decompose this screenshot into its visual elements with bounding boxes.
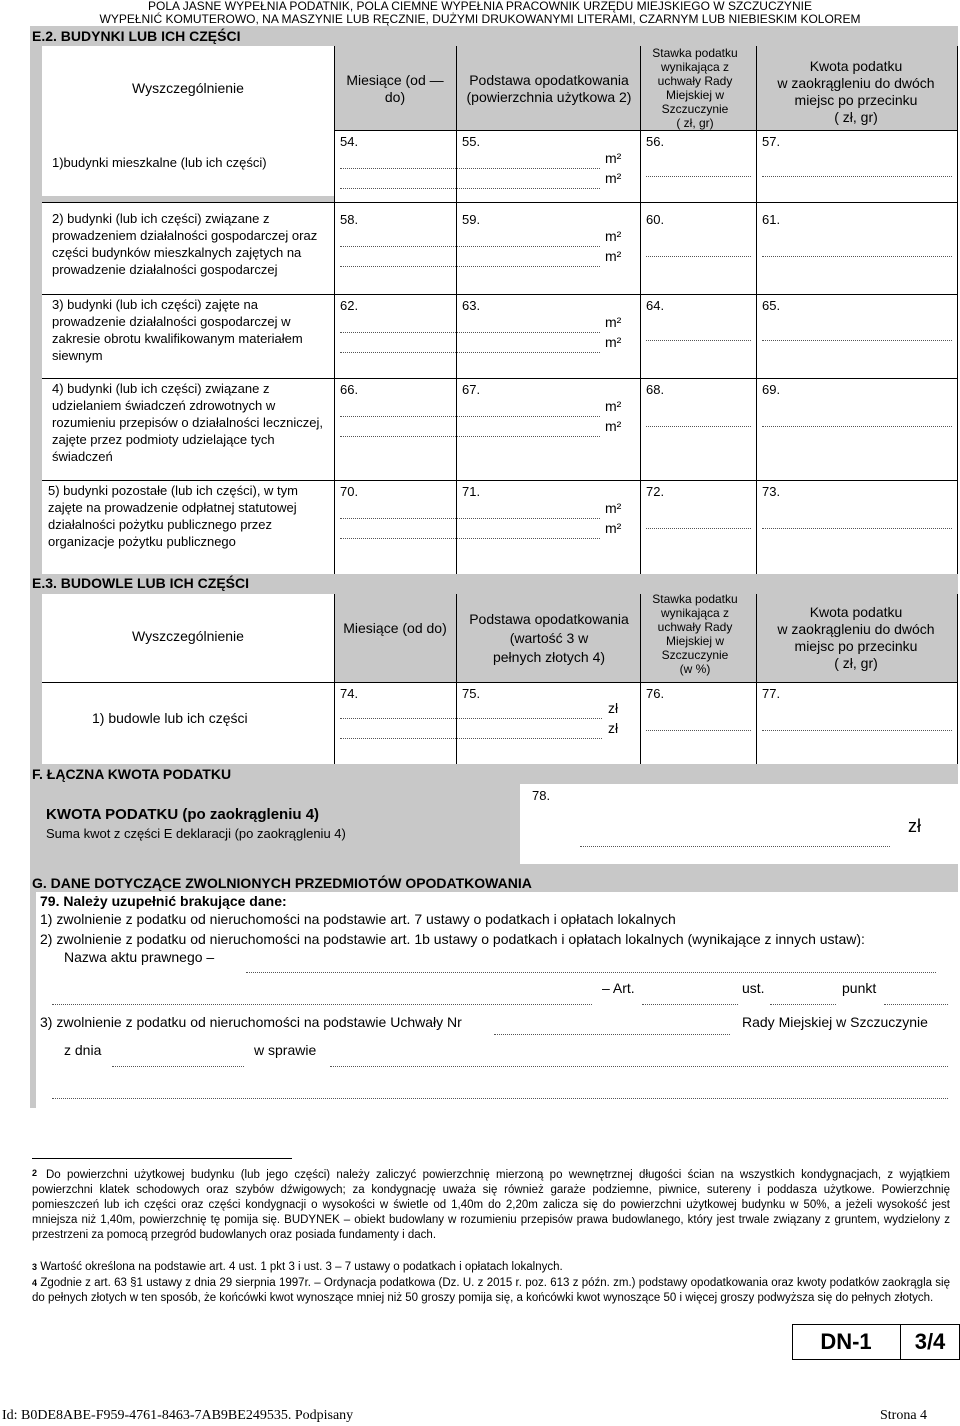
- unit-m2: m²: [605, 418, 622, 434]
- field-61-num: 61.: [762, 212, 781, 227]
- field-70-71-input[interactable]: [340, 538, 600, 539]
- field-58-59-input[interactable]: [340, 246, 600, 247]
- field-64-num: 64.: [646, 298, 665, 313]
- g-item-3: 3) zwolnienie z podatku od nieruchomości na podstawie Uchwały Nr: [40, 1014, 462, 1030]
- g-punkt-label: punkt: [842, 980, 877, 996]
- field-54-55-input[interactable]: [340, 188, 600, 189]
- field-57-input[interactable]: [762, 176, 952, 177]
- g-ust-input[interactable]: [770, 1004, 836, 1005]
- header-line-2: WYPEŁNIĆ KOMUTEROWO, NA MASZYNIE LUB RĘCZNIE, DUŻYMI DRUKOWANYMI LITERAMI, CZARNYM LUB NIEBIESKIM KOLOREM: [99, 12, 861, 26]
- e3-title: E.3. BUDOWLE LUB ICH CZĘŚCI: [32, 575, 250, 591]
- field-60-num: 60.: [646, 212, 665, 227]
- field-55-num: 55.: [462, 134, 481, 149]
- field-69-input[interactable]: [762, 426, 952, 427]
- field-60-input[interactable]: [646, 256, 751, 257]
- g-item-1: 1) zwolnienie z podatku od nieruchomości na podstawie art. 7 ustawy o podatkach i opłatach lokalnych: [40, 911, 676, 927]
- e2-row5-label: 5) budynki pozostałe (lub ich części), w tym zajęte na prowadzenie odpłatnej statutowej działalności pożytku publicznego przez organizacje pożytku publicznego: [48, 483, 298, 549]
- field-62-num: 62.: [340, 298, 359, 313]
- field-70-71-input[interactable]: [340, 518, 600, 519]
- field-66-num: 66.: [340, 382, 359, 397]
- page-number: 3/4: [914, 1329, 946, 1354]
- f-field-78-bg: [520, 784, 958, 864]
- g-w-sprawie-label: w sprawie: [254, 1042, 317, 1058]
- field-69-num: 69.: [762, 382, 781, 397]
- field-77-input[interactable]: [762, 730, 952, 731]
- field-74-75-input[interactable]: [340, 738, 602, 739]
- g-date-input[interactable]: [112, 1066, 244, 1067]
- e2-row4-label: 4) budynki (lub ich części) związane z udzielaniem świadczeń zdrowotnych w rozumieniu przepisów o działalności leczniczej, zajęte przez podmioty udzielające tych świadczeń: [52, 381, 323, 464]
- unit-m2: m²: [605, 170, 622, 186]
- g-act-input-2[interactable]: [52, 1004, 592, 1005]
- unit-zl: zł: [908, 816, 921, 836]
- g-art-input[interactable]: [642, 1004, 738, 1005]
- g-title: G. DANE DOTYCZĄCE ZWOLNIONYCH PRZEDMIOTÓW OPODATKOWANIA: [32, 875, 532, 891]
- field-63-num: 63.: [462, 298, 481, 313]
- unit-m2: m²: [605, 398, 622, 414]
- unit-m2: m²: [605, 314, 622, 330]
- field-64-input[interactable]: [646, 340, 751, 341]
- unit-m2: m²: [605, 248, 622, 264]
- field-66-67-input[interactable]: [340, 436, 600, 437]
- field-58-num: 58.: [340, 212, 359, 227]
- unit-zl: zł: [608, 700, 619, 716]
- unit-m2: m²: [605, 150, 622, 166]
- e2-col-base: Podstawa opodatkowania (powierzchnia użytkowa 2): [466, 72, 632, 105]
- field-78-num: 78.: [532, 788, 551, 803]
- footer-page: Strona 4: [880, 1408, 928, 1423]
- g-act-input[interactable]: [246, 972, 936, 973]
- field-57-num: 57.: [762, 134, 781, 149]
- e3-col-tax: Kwota podatku w zaokrągleniu do dwóch miejsc po przecinku ( zł, gr): [777, 604, 935, 671]
- g-art-label: – Art.: [602, 980, 635, 996]
- field-58-59-input[interactable]: [340, 266, 600, 267]
- field-65-input[interactable]: [762, 340, 952, 341]
- unit-zl: zł: [608, 720, 619, 736]
- e2-row1-label: 1)budynki mieszkalne (lub ich części): [52, 155, 267, 170]
- field-65-num: 65.: [762, 298, 781, 313]
- e2-col-tax: Kwota podatku w zaokrągleniu do dwóch miejsc po przecinku ( zł, gr): [777, 58, 935, 125]
- field-62-63-input[interactable]: [340, 352, 600, 353]
- field-67-num: 67.: [462, 382, 481, 397]
- g-rada-label: Rady Miejskiej w Szczuczynie: [742, 1014, 928, 1030]
- e2-spec-cell: [42, 46, 334, 196]
- f-title: F. ŁĄCZNA KWOTA PODATKU: [32, 766, 232, 782]
- g-uchwala-input[interactable]: [494, 1034, 730, 1035]
- footnote-3: $^3$ Wartość określona na podstawie art. 4 ust. 1 pkt 3 i ust. 3 – 7 ustawy o podatkach i opłatach lokalnych.: [32, 1261, 563, 1273]
- e2-col-spec: Wyszczególnienie: [132, 80, 244, 96]
- g-sprawa-input-2[interactable]: [52, 1098, 948, 1099]
- field-70-num: 70.: [340, 484, 359, 499]
- page-code: DN-1: [820, 1329, 872, 1354]
- field-76-num: 76.: [646, 686, 665, 701]
- field-68-input[interactable]: [646, 426, 751, 427]
- footnote-4: $^4$ Zgodnie z art. 63 §1 ustawy z dnia 29 sierpnia 1997r. – Ordynacja podatkowa (Dz. U. z 2015 r. poz. 613 z późn. zm.) podstawy opodatkowania oraz kwoty podatków zaokrągla się do pełnych złotych w ten sposób, że końcówki kwot wynoszące mniej niż 50 groszy pomija się, a końcówki kwot wynoszące 50 i więcej groszy podwyższa się do pełnych złotych.: [32, 1277, 950, 1304]
- field-54-num: 54.: [340, 134, 359, 149]
- field-56-input[interactable]: [646, 176, 751, 177]
- field-59-num: 59.: [462, 212, 481, 227]
- e2-col-rate: Stawka podatku wynikająca z uchwały Rady Miejskiej w Szczuczynie ( zł, gr): [652, 46, 738, 130]
- field-71-num: 71.: [462, 484, 481, 499]
- e2-row3-label: 3) budynki (lub ich części) zajęte na prowadzenie działalności gospodarczej w zakresie obrotu kwalifikowanym materiałem siewnym: [52, 297, 303, 363]
- field-56-num: 56.: [646, 134, 665, 149]
- document-id: Id: B0DE8ABE-F959-4761-8463-7AB9BE249535. Podpisany: [2, 1408, 354, 1423]
- e3-col-base: Podstawa opodatkowania (wartość 3 w pełnych złotych 4): [469, 611, 629, 665]
- g-sprawa-input[interactable]: [330, 1066, 948, 1067]
- e3-col-months: Miesiące (od do): [343, 620, 447, 636]
- e3-row-label: 1) budowle lub ich części: [92, 710, 248, 726]
- g-ust-label: ust.: [742, 980, 765, 996]
- f-sublabel: Suma kwot z części E deklaracji (po zaokrągleniu 4): [46, 826, 346, 841]
- g-79-label: 79. Należy uzupełnić brakujące dane:: [40, 893, 287, 909]
- e2-title: E.2. BUDYNKI LUB ICH CZĘŚCI: [32, 28, 241, 44]
- field-72-input[interactable]: [646, 528, 751, 529]
- unit-m2: m²: [605, 520, 622, 536]
- g-item-2: 2) zwolnienie z podatku od nieruchomości na podstawie art. 1b ustawy o podatkach i opłatach lokalnych (wynikające z innych ustaw):: [40, 931, 865, 947]
- field-78-input[interactable]: [580, 846, 890, 847]
- g-act-label: Nazwa aktu prawnego –: [64, 949, 215, 965]
- field-76-input[interactable]: [646, 730, 751, 731]
- e3-col-rate: Stawka podatku wynikająca z uchwały Rady Miejskiej w Szczuczynie (w %): [652, 592, 738, 676]
- field-77-num: 77.: [762, 686, 781, 701]
- field-68-num: 68.: [646, 382, 665, 397]
- header-line-1: POLA JASNE WYPEŁNIA PODATNIK, POLA CIEMNE WYPEŁNIA PRACOWNIK URZĘDU MIEJSKIEGO W SZCZUCZYNIE: [148, 0, 812, 13]
- field-73-input[interactable]: [762, 528, 952, 529]
- f-label: KWOTA PODATKU (po zaokrągleniu 4): [46, 806, 320, 823]
- field-72-num: 72.: [646, 484, 665, 499]
- field-61-input[interactable]: [762, 256, 952, 257]
- field-73-num: 73.: [762, 484, 781, 499]
- e2-row2-label: 2) budynki (lub ich części) związane z prowadzeniem działalności gospodarczej oraz części budynków mieszkalnych zajętych na prowadzenie działalności gospodarczej: [52, 211, 318, 277]
- field-75-num: 75.: [462, 686, 481, 701]
- unit-m2: m²: [605, 500, 622, 516]
- footnote-2: 2 Do powierzchni użytkowej budynku (lub jego części) należy zaliczyć powierzchnię mierzoną po wewnętrznej długości ścian na wszystkich kondygnacjach, z wyjątkiem powierzchni klatek schodowych oraz szybów dźwigowych; za kondygnację uważa się również garaże podziemne, piwnice, sutereny i poddasza użytkowe. Powierzchnię pomieszczeń lub ich części oraz części kondygnacji o wysokości w świetle od 1,40m do 2,20m zalicza się do powierzchni użytkowej budynku w 50%, a jeżeli wysokość jest mniejsza niż 1,40m, powierzchnię tę pomija się. BUDYNEK – obiekt budowlany w rozumieniu przepisów prawa budowlanego, który jest trwale związany z gruntem, wydzielony z przestrzeni za pomocą przegród budowlanych oraz posiada fundamenty i dach.: [32, 1168, 950, 1241]
- g-z-dnia-label: z dnia: [64, 1042, 102, 1058]
- field-74-num: 74.: [340, 686, 359, 701]
- unit-m2: m²: [605, 228, 622, 244]
- field-62-63-input[interactable]: [340, 332, 600, 333]
- field-54-55-input[interactable]: [340, 168, 600, 169]
- e2-col-months: Miesiące (od — do): [346, 72, 444, 105]
- field-66-67-input[interactable]: [340, 416, 600, 417]
- field-74-75-input[interactable]: [340, 718, 602, 719]
- unit-m2: m²: [605, 334, 622, 350]
- e3-col-spec: Wyszczególnienie: [132, 628, 244, 644]
- g-punkt-input[interactable]: [884, 1004, 948, 1005]
